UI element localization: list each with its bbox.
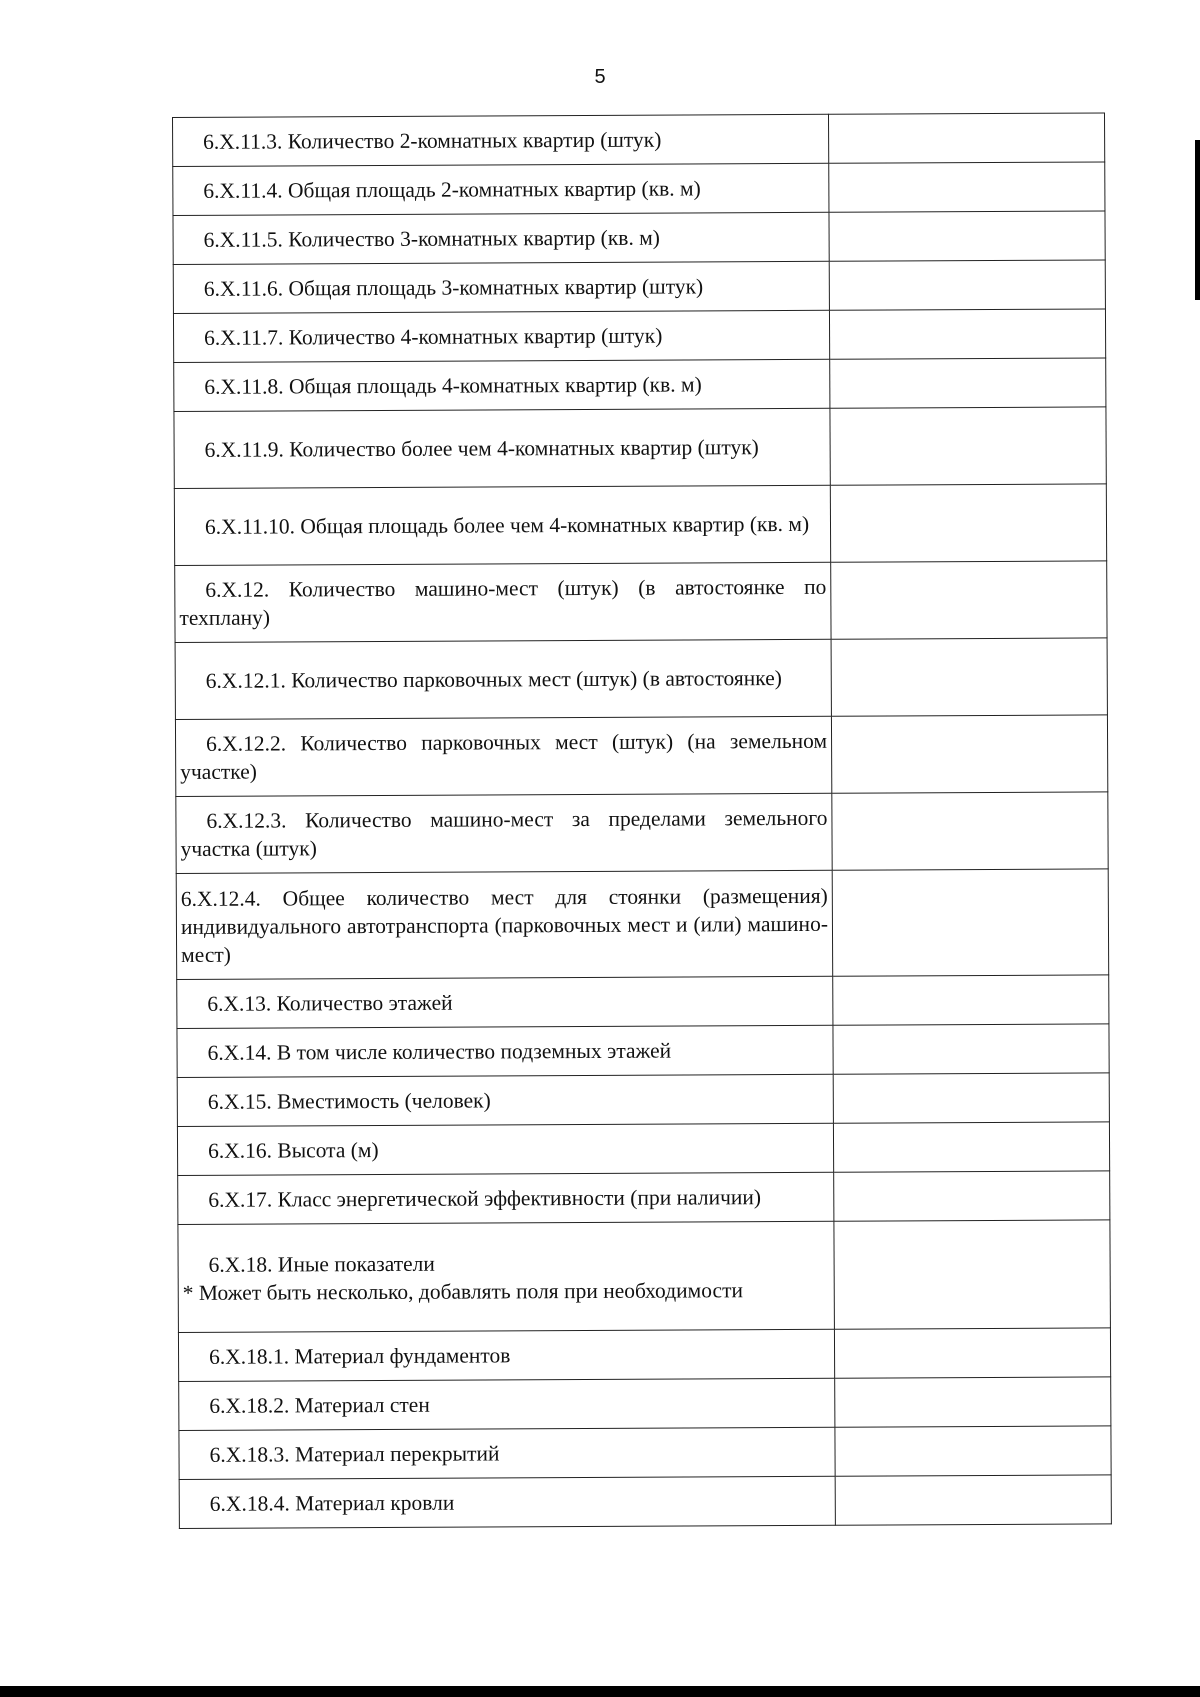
- row-note: * Может быть несколько, добавлять поля при необходимости: [182, 1277, 743, 1305]
- row-label: 6.Х.12. Количество машино-мест (штук) (в автостоянке по техплану): [175, 562, 831, 642]
- row-label: 6.Х.11.10. Общая площадь более чем 4-комнатных квартир (кв. м): [174, 485, 830, 565]
- table-row: [174, 407, 1106, 489]
- table-row: [173, 113, 1105, 167]
- table-row: [175, 561, 1107, 643]
- row-value-field[interactable]: [831, 638, 1107, 716]
- table-row: [177, 1122, 1109, 1176]
- row-label: 6.Х.17. Класс энергетической эффективности (при наличии): [178, 1172, 834, 1224]
- table-row: [173, 162, 1105, 216]
- table-row: [173, 211, 1105, 265]
- row-label-with-note: [178, 1221, 835, 1332]
- row-label: 6.Х.15. Вместимость (человек): [177, 1074, 833, 1126]
- row-value-field[interactable]: [832, 869, 1109, 976]
- table-row: [178, 1171, 1110, 1225]
- row-value-field[interactable]: [829, 211, 1105, 261]
- row-label: 6.Х.11.7. Количество 4-комнатных квартир (штук): [173, 310, 829, 362]
- row-label: 6.Х.11.6. Общая площадь 3-комнатных квартир (штук): [173, 261, 829, 313]
- table-row: [176, 792, 1108, 874]
- table-row: [177, 975, 1109, 1029]
- row-value-field[interactable]: [833, 1024, 1109, 1074]
- table-row: [177, 1073, 1109, 1127]
- table-row: [179, 1426, 1111, 1480]
- row-label: 6.Х.18.4. Материал кровли: [179, 1476, 835, 1528]
- table-row: [177, 1024, 1109, 1078]
- row-label: 6.Х.11.4. Общая площадь 2-комнатных квартир (кв. м): [173, 163, 829, 215]
- row-value-field[interactable]: [829, 309, 1105, 359]
- table-row: [179, 1377, 1111, 1431]
- row-label: 6.Х.12.3. Количество машино-мест за пределами земельного участка (штук): [176, 793, 832, 873]
- table-row: [175, 638, 1107, 720]
- row-value-field[interactable]: [835, 1475, 1111, 1525]
- row-value-field[interactable]: [833, 975, 1109, 1025]
- row-label: 6.Х.12.1. Количество парковочных мест (штук) (в автостоянке): [175, 639, 831, 719]
- row-value-field[interactable]: [833, 1073, 1109, 1123]
- row-value-field[interactable]: [828, 113, 1104, 163]
- row-value-field[interactable]: [834, 1171, 1110, 1221]
- row-value-field[interactable]: [835, 1377, 1111, 1427]
- indicators-table: [172, 112, 1112, 1529]
- row-value-field[interactable]: [829, 260, 1105, 310]
- row-value-field[interactable]: [830, 358, 1106, 408]
- row-label: 6.Х.12.4. Общее количество мест для стоянки (размещения) индивидуального автотранспорта (парковочных мест и (или) машино-мест): [176, 870, 833, 979]
- row-label: 6.Х.16. Высота (м): [177, 1123, 833, 1175]
- row-label: 6.Х.12.2. Количество парковочных мест (штук) (на земельном участке): [175, 716, 831, 796]
- scan-edge-mark: [1195, 140, 1200, 300]
- scan-bottom-edge: [0, 1686, 1200, 1697]
- page-number: 5: [594, 66, 606, 88]
- row-value-field[interactable]: [832, 792, 1108, 870]
- row-label: 6.Х.18. Иные показатели: [208, 1251, 435, 1277]
- table-row: [174, 484, 1106, 566]
- table-row: [178, 1328, 1110, 1382]
- row-value-field[interactable]: [835, 1426, 1111, 1476]
- table-row: [176, 869, 1109, 980]
- row-label: 6.Х.11.8. Общая площадь 4-комнатных квартир (кв. м): [174, 359, 830, 411]
- row-value-field[interactable]: [830, 484, 1106, 562]
- row-label: 6.Х.14. В том числе количество подземных этажей: [177, 1025, 833, 1077]
- row-value-field[interactable]: [834, 1328, 1110, 1378]
- row-label: 6.Х.11.9. Количество более чем 4-комнатных квартир (штук): [174, 408, 830, 488]
- table-row: [174, 358, 1106, 412]
- table-row: [173, 260, 1105, 314]
- row-label: 6.Х.18.2. Материал стен: [179, 1378, 835, 1430]
- table-row: [175, 715, 1107, 797]
- row-value-field[interactable]: [831, 561, 1107, 639]
- row-value-field[interactable]: [831, 715, 1107, 793]
- row-label: 6.Х.11.5. Количество 3-комнатных квартир (кв. м): [173, 212, 829, 264]
- table-row: [173, 309, 1105, 363]
- row-value-field[interactable]: [833, 1122, 1109, 1172]
- row-value-field[interactable]: [830, 407, 1106, 485]
- row-label: 6.Х.18.3. Материал перекрытий: [179, 1427, 835, 1479]
- table-row: [179, 1475, 1111, 1529]
- row-label: 6.Х.11.3. Количество 2-комнатных квартир (штук): [173, 114, 829, 166]
- row-value-field[interactable]: [834, 1220, 1111, 1329]
- row-label: 6.Х.18.1. Материал фундаментов: [178, 1329, 834, 1381]
- row-value-field[interactable]: [829, 162, 1105, 212]
- table-row: [178, 1220, 1111, 1333]
- row-label: 6.Х.13. Количество этажей: [177, 976, 833, 1028]
